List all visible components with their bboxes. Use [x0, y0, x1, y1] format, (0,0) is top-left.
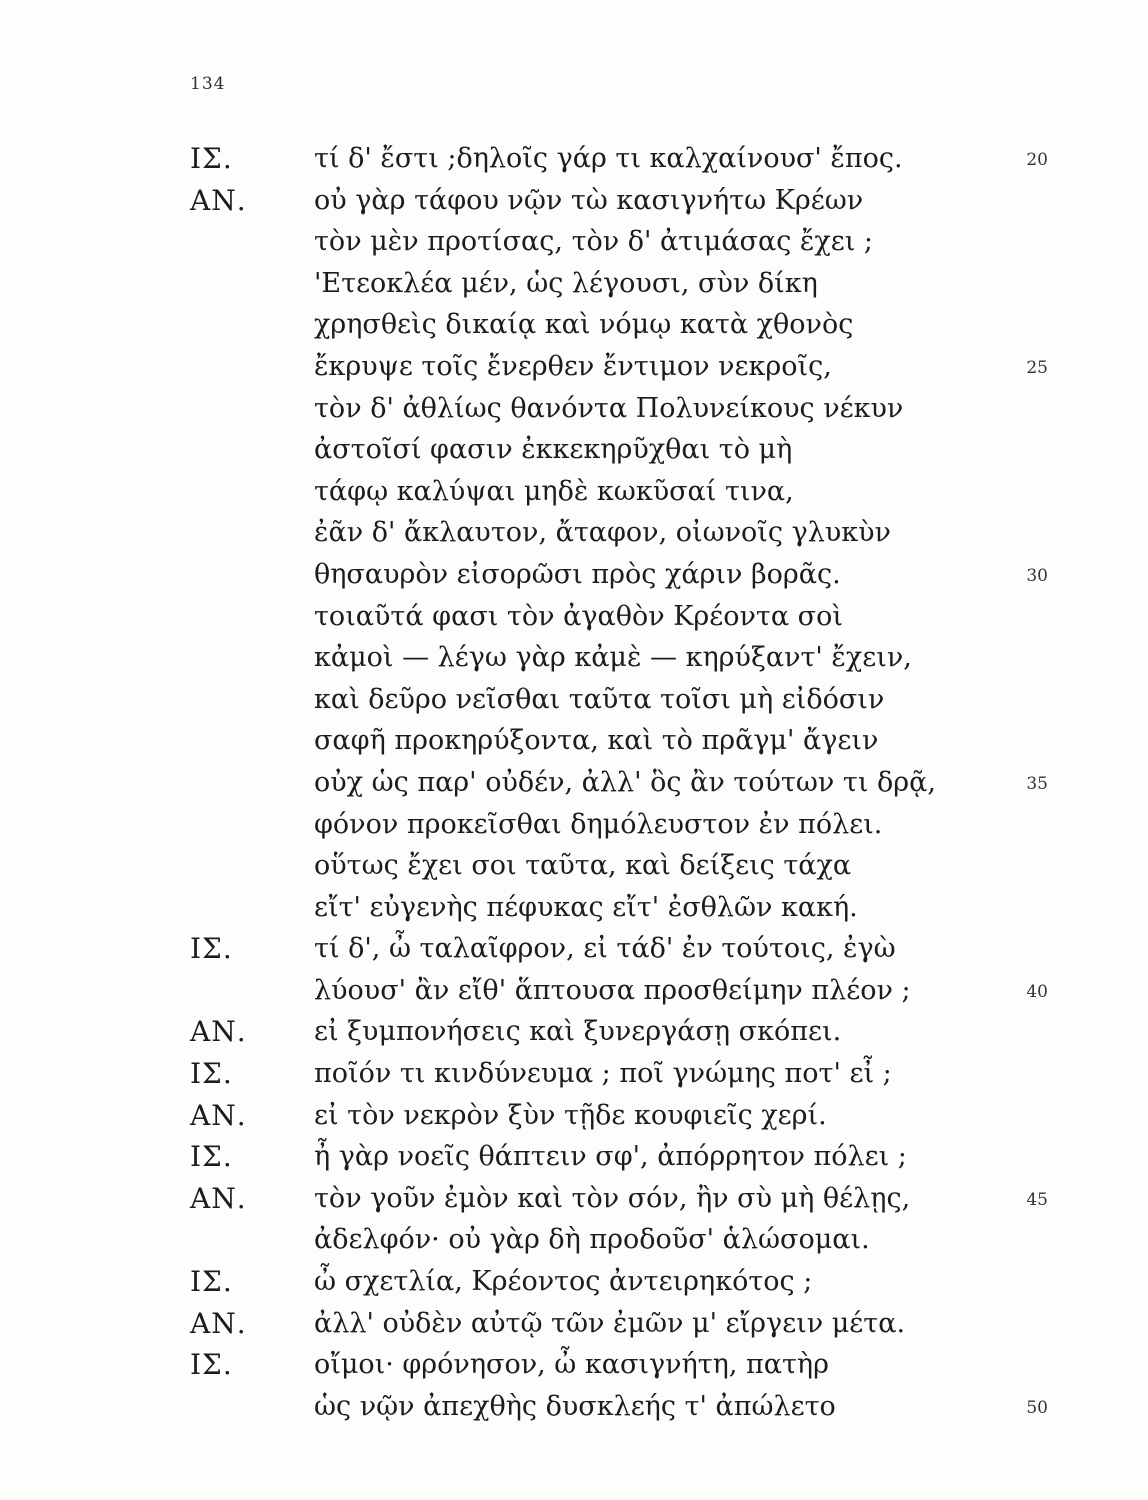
verse-line [0, 346, 1148, 388]
verse-line [0, 1011, 1148, 1053]
verse-text: καὶ δεῦρο νεῖσθαι ταῦτα τοῖσι μὴ εἰδόσιν [314, 683, 885, 715]
verse-text: τοιαῦτά φασι τὸν ἀγαθὸν Κρέοντα σοὶ [314, 600, 843, 632]
verse-line [0, 554, 1148, 596]
verse-text: τὸν γοῦν ἐμὸν καὶ τὸν σόν, ἢν σὺ μὴ θέλῃς, [314, 1182, 911, 1214]
line-number: 30 [1026, 565, 1048, 586]
verse-text: εἰ ξυμπονήσεις καὶ ξυνεργάσῃ σκόπει. [314, 1016, 842, 1048]
verse-text: ὦ σχετλία, Κρέοντος ἀντειρηκότος ; [314, 1266, 813, 1298]
verse-text: τὸν δ' ἀθλίως θανόντα Πολυνείκους νέκυν [314, 392, 904, 424]
verse-line [0, 970, 1148, 1012]
verse-text: τί δ', ὦ ταλαῖφρον, εἰ τάδ' ἐν τούτοις, ἐγὼ [314, 933, 896, 965]
speaker-label: ΙΣ. [190, 1265, 233, 1299]
line-number: 20 [1026, 150, 1048, 170]
verse-line [0, 1095, 1148, 1137]
verse-text: οὐχ ὡς παρ' οὐδέν, ἀλλ' ὃς ἂν τούτων τι δρᾷ, [314, 766, 936, 798]
verse-line [0, 388, 1148, 430]
verse-line [0, 1219, 1148, 1261]
page-number: 134 [190, 74, 226, 94]
verse-line [0, 471, 1148, 513]
speaker-label: ΑΝ. [190, 1181, 247, 1215]
verse-line [0, 1344, 1148, 1386]
verse-line [0, 304, 1148, 346]
verse-text: σαφῆ προκηρύξοντα, καὶ τὸ πρᾶγμ' ἄγειν [314, 725, 879, 757]
verse-line [0, 596, 1148, 638]
verse-line [0, 845, 1148, 887]
line-number: 25 [1026, 357, 1048, 378]
verse-line [0, 887, 1148, 929]
speaker-label: ΙΣ. [190, 1140, 233, 1174]
verse-line [0, 1303, 1148, 1345]
verse-block [0, 138, 1148, 1427]
verse-text: ἀδελφόν· οὐ γὰρ δὴ προδοῦσ' ἁλώσομαι. [314, 1224, 870, 1256]
verse-text: ἐᾶν δ' ἄκλαυτον, ἄταφον, οἰωνοῖς γλυκὺν [314, 517, 891, 549]
verse-line [0, 429, 1148, 471]
speaker-label: ΑΝ. [190, 1015, 247, 1049]
verse-line [0, 762, 1148, 804]
line-number: 50 [1026, 1397, 1048, 1418]
line-number: 40 [1026, 981, 1048, 1002]
verse-text: τὸν μὲν προτίσας, τὸν δ' ἀτιμάσας ἔχει ; [314, 226, 874, 258]
verse-text: ἔκρυψε τοῖς ἔνερθεν ἔντιμον νεκροῖς, [314, 350, 832, 382]
speaker-label: ΑΝ. [190, 1306, 247, 1340]
verse-line [0, 1053, 1148, 1095]
verse-line [0, 1261, 1148, 1303]
verse-text: τί δ' ἔστι ;δηλοῖς γάρ τι καλχαίνουσ' ἔπος. [314, 143, 903, 174]
verse-line [0, 263, 1148, 305]
verse-text: κἀμοὶ — λέγω γὰρ κἀμὲ — κηρύξαντ' ἔχειν, [314, 642, 912, 674]
verse-line [0, 138, 1148, 180]
verse-line [0, 180, 1148, 222]
verse-line [0, 1386, 1148, 1428]
verse-text: ἦ γὰρ νοεῖς θάπτειν σφ', ἀπόρρητον πόλει ; [314, 1141, 907, 1173]
verse-line [0, 221, 1148, 263]
speaker-label: ΑΝ. [190, 183, 247, 217]
verse-text: εἰ τὸν νεκρὸν ξὺν τῇδε κουφιεῖς χερί. [314, 1099, 827, 1131]
speaker-label: ΙΣ. [190, 1057, 233, 1091]
verse-text: λύουσ' ἂν εἴθ' ἅπτουσα προσθείμην πλέον ; [314, 974, 911, 1006]
speaker-label: ΙΣ. [190, 142, 233, 175]
verse-line [0, 637, 1148, 679]
verse-text: ἀλλ' οὐδὲν αὐτῷ τῶν ἐμῶν μ' εἴργειν μέτα. [314, 1307, 906, 1339]
verse-line [0, 804, 1148, 846]
verse-text: τάφῳ καλύψαι μηδὲ κωκῦσαί τινα, [314, 475, 794, 507]
verse-line [0, 1136, 1148, 1178]
verse-text: οὕτως ἔχει σοι ταῦτα, καὶ δείξεις τάχα [314, 850, 852, 882]
verse-text: οἴμοι· φρόνησον, ὦ κασιγνήτη, πατὴρ [314, 1349, 829, 1381]
verse-line [0, 928, 1148, 970]
verse-text: ὡς νῷν ἀπεχθὴς δυσκλεής τ' ἀπώλετο [314, 1390, 836, 1422]
verse-text: θησαυρὸν εἰσορῶσι πρὸς χάριν βορᾶς. [314, 558, 841, 590]
verse-text: εἴτ' εὐγενὴς πέφυκας εἴτ' ἐσθλῶν κακή. [314, 891, 858, 923]
verse-text: φόνον προκεῖσθαι δημόλευστον ἐν πόλει. [314, 808, 883, 840]
speaker-label: ΑΝ. [190, 1098, 247, 1132]
verse-line [0, 1178, 1148, 1220]
line-number: 45 [1026, 1189, 1048, 1210]
speaker-label: ΙΣ. [190, 1348, 233, 1382]
verse-text: ποῖόν τι κινδύνευμα ; ποῖ γνώμης ποτ' εἶ ; [314, 1058, 892, 1090]
verse-text: 'Ετεοκλέα μέν, ὡς λέγουσι, σὺν δίκη [314, 267, 818, 299]
verse-text: ἀστοῖσί φασιν ἐκκεκηρῦχθαι τὸ μὴ [314, 434, 793, 466]
verse-text: χρησθεὶς δικαίᾳ καὶ νόμῳ κατὰ χθονὸς [314, 309, 854, 341]
speaker-label: ΙΣ. [190, 932, 233, 966]
verse-line [0, 720, 1148, 762]
verse-line [0, 512, 1148, 554]
verse-text: οὐ γὰρ τάφου νῷν τὼ κασιγνήτω Κρέων [314, 184, 864, 216]
line-number: 35 [1026, 773, 1048, 794]
verse-line [0, 679, 1148, 721]
